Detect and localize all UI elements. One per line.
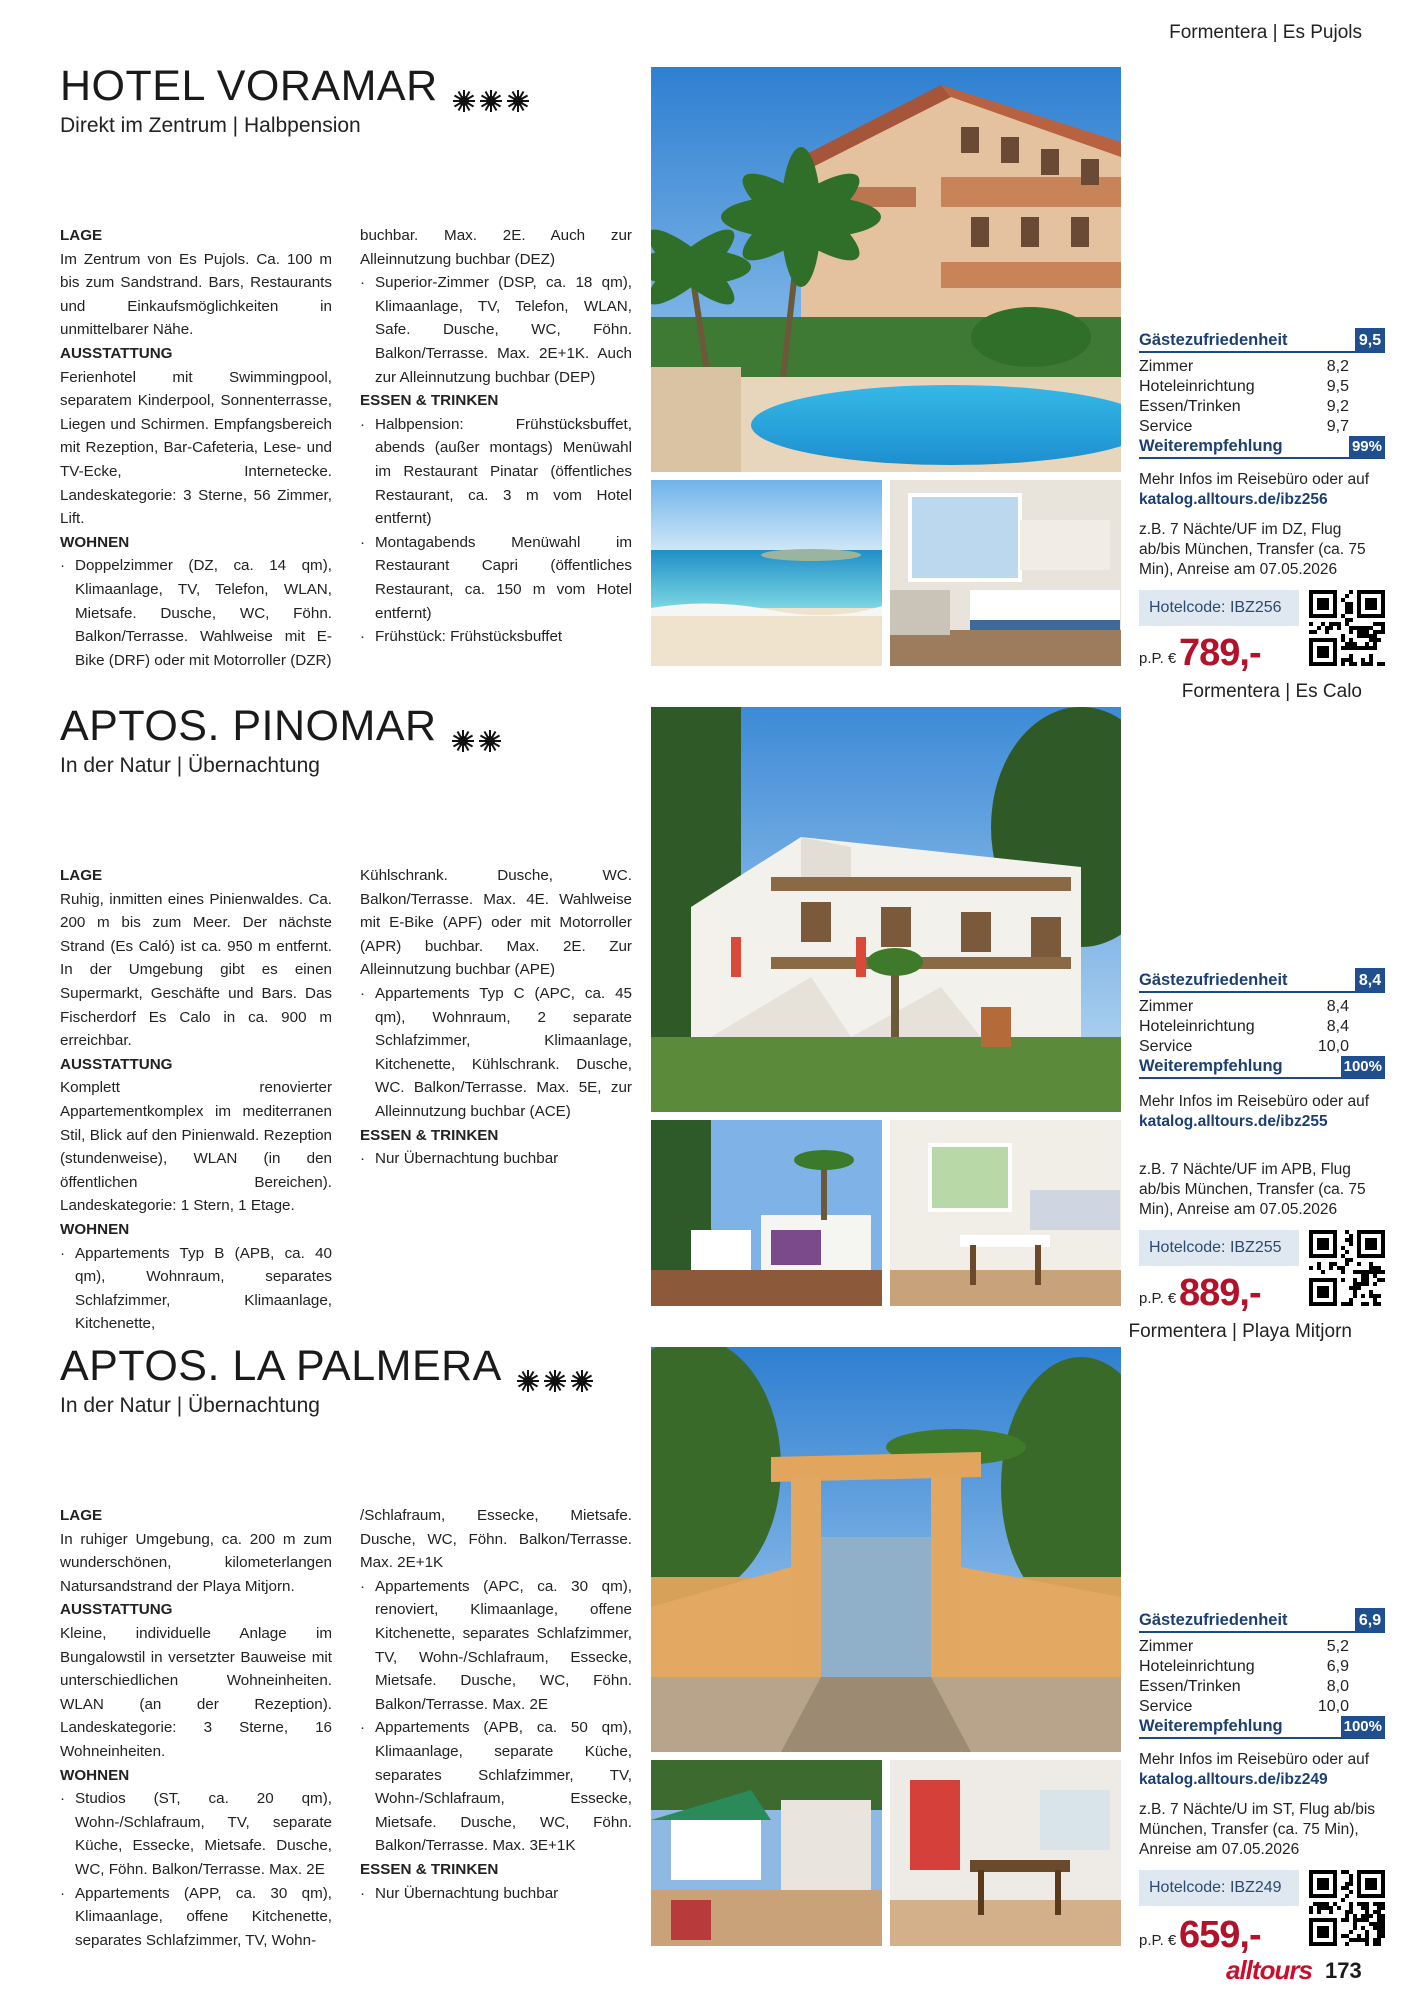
section-heading: WOHNEN [60, 1220, 130, 1238]
offer-text: z.B. 7 Nächte/U im ST, Flug ab/bis München, Transfer (ca. 75 Min), Anreise am 07.05.2026 [1139, 1801, 1376, 1858]
rating-label: Essen/Trinken [1139, 398, 1241, 415]
bullet-item [60, 1882, 332, 1953]
rating-value: 8,4 [1326, 1018, 1349, 1035]
bullet-item [360, 531, 632, 625]
rating-label: Zimmer [1139, 998, 1194, 1015]
rating-value: 6,9 [1326, 1658, 1349, 1675]
star-icon [479, 75, 503, 99]
more-info-link[interactable]: katalog.alltours.de/ibz255 [1139, 1113, 1328, 1130]
rating-row [1139, 418, 1349, 436]
rating-row [1139, 998, 1349, 1016]
rating-row [1139, 398, 1349, 416]
more-info-text: Mehr Infos im Reisebüro oder auf [1139, 1751, 1370, 1768]
rating-label: Zimmer [1139, 358, 1194, 375]
section-heading: WOHNEN [60, 1766, 130, 1784]
paragraph: Komplett renovierter Appartementkomplex im mediterranen Stil, Blick auf den Pinienwald. Rezeption (stundenweise), WLAN (in den öffentlichen Bereichen). Landeskategorie: 1 Stern, 1 Etage. [60, 1079, 332, 1215]
bullet-item [60, 1787, 332, 1881]
description-column-2 [360, 224, 632, 649]
info-sidebar [1139, 1280, 1385, 1956]
hotel-photo-main [651, 707, 1121, 1112]
hotel-section-voramar [0, 0, 1414, 674]
living-room-photo [890, 1120, 1121, 1306]
description-column-1 [60, 1504, 332, 1952]
bullet-text: Appartements Typ C (APC, ca. 45 qm), Wohnraum, 2 separate Schlafzimmer, Klimaanlage, Kitchenette, Kühlschrank. Dusche, WC. Balkon/Terrasse. Max. 5E, zur Alleinnutzung buchbar (ACE) [375, 984, 632, 1120]
description-column-1 [60, 224, 332, 672]
star-rating [452, 75, 530, 99]
offer-text: z.B. 7 Nächte/UF im APB, Flug ab/bis München, Transfer (ca. 75 Min), Anreise am 07.05.2026 [1139, 1161, 1366, 1218]
more-info [1139, 1092, 1385, 1132]
hotel-subtitle: In der Natur | Übernachtung [60, 1394, 320, 1417]
bullet-text: Halbpension: Frühstücksbuffet, abends (außer montags) Menüwahl im Restaurant Pinatar (öffentliches Restaurant, ca. 3 m vom Hotel entfernt) [375, 415, 632, 528]
rating-label: Service [1139, 1698, 1193, 1715]
page-number: 173 [1325, 1958, 1362, 1983]
rating-value: 5,2 [1326, 1638, 1349, 1655]
bullet-marker: · [360, 1884, 366, 1902]
section-heading: LAGE [60, 1507, 103, 1524]
bullet-text: Doppelzimmer (DZ, ca. 14 qm), Klimaanlage, TV, Telefon, WLAN, Mietsafe. Dusche, WC, Föhn. Balkon/Terrasse. Wahlweise mit E-Bike (DRF) oder mit Motorroller (DZR) [75, 557, 332, 669]
rating-label: Service [1139, 418, 1193, 435]
bullet-marker: · [60, 1884, 66, 1902]
location-line: Formentera | Playa Mitjorn [1128, 1321, 1352, 1342]
path-photo [651, 1760, 882, 1946]
rating-score-badge: 8,4 [1355, 968, 1385, 993]
paragraph: In ruhiger Umgebung, ca. 200 m zum wunderschönen, kilometerlangen Natursandstrand der Playa Mitjorn. [60, 1530, 332, 1595]
hotel-title [60, 62, 530, 111]
rating-value: 8,0 [1326, 1678, 1349, 1695]
rating-label: Service [1139, 1038, 1193, 1055]
bullet-marker: · [360, 1577, 366, 1595]
hotel-subtitle: Direkt im Zentrum | Halbpension [60, 114, 361, 137]
bullet-item [360, 1147, 632, 1171]
description-column-1 [60, 864, 332, 1336]
hotel-title [60, 702, 502, 751]
qr-code-icon[interactable] [1309, 1870, 1385, 1946]
rating-label: Hoteleinrichtung [1139, 1658, 1255, 1675]
paragraph: Ruhig, inmitten eines Pinienwaldes. Ca. 200 m bis zum Meer. Der nächste Strand (Es Caló) ist ca. 950 m entfernt. In der Umgebung gibt es einen Supermarkt, Geschäfte und Bars. Das Fischerdorf Es Calo in ca. 900 m erreichbar. [60, 890, 332, 1050]
rating-row [1139, 378, 1349, 396]
recommendation-badge: 99% [1349, 436, 1385, 458]
bullet-item [360, 982, 632, 1124]
info-sidebar [1139, 0, 1385, 674]
bullet-marker: · [60, 1790, 66, 1808]
paragraph: Kühlschrank. Dusche, WC. Balkon/Terrasse. Max. 4E. Wahlweise mit E-Bike (APF) oder mit Motorroller (APR) buchbar. Max. 2E. Zur Alleinnutzung buchbar (APE) [360, 867, 632, 979]
more-info-text: Mehr Infos im Reisebüro oder auf [1139, 471, 1370, 488]
rating-row [1139, 358, 1349, 376]
rating-label: Hoteleinrichtung [1139, 1018, 1255, 1035]
more-info-text: Mehr Infos im Reisebüro oder auf [1139, 1093, 1370, 1110]
beach-photo [651, 480, 882, 666]
rating-score-badge: 6,9 [1355, 1608, 1385, 1633]
rating-label: Hoteleinrichtung [1139, 378, 1255, 395]
price-label: p.P. € [1139, 1290, 1177, 1307]
description-column-2 [360, 864, 632, 1171]
bullet-marker: · [360, 415, 366, 433]
price-label: p.P. € [1139, 1932, 1177, 1949]
price: 789,- [1179, 632, 1261, 674]
bullet-text: Appartements (APP, ca. 30 qm), Klimaanlage, offene Kitchenette, separates Schlafzimmer, TV, Wohn- [75, 1884, 332, 1949]
entrance-photo [651, 1120, 882, 1306]
star-icon [543, 1355, 567, 1379]
star-icon [451, 715, 475, 739]
bullet-marker: · [360, 274, 366, 292]
rating-header [1139, 329, 1385, 353]
bullet-marker: · [360, 1150, 366, 1168]
rating-value: 9,2 [1326, 398, 1349, 415]
location-line: Formentera | Es Calo [1181, 681, 1362, 702]
hotel-section-la-palmera [0, 1280, 1414, 1956]
rating-score-badge: 9,5 [1355, 328, 1385, 353]
paragraph: Im Zentrum von Es Pujols. Ca. 100 m bis zum Sandstrand. Bars, Restaurants und Einkaufsmöglichkeiten in unmittelbarer Nähe. [60, 250, 332, 339]
more-info [1139, 1750, 1385, 1790]
rating-title: Gästezufriedenheit [1139, 971, 1288, 989]
dining-room-photo [890, 1760, 1121, 1946]
rating-row [1139, 1638, 1349, 1656]
rating-value: 8,4 [1326, 998, 1349, 1015]
star-rating [451, 715, 502, 739]
location-line: Formentera | Es Pujols [1169, 22, 1362, 43]
hotel-code: Hotelcode: IBZ249 [1139, 1870, 1299, 1906]
bullet-marker: · [60, 557, 66, 575]
rating-header [1139, 1609, 1385, 1633]
more-info-link[interactable]: katalog.alltours.de/ibz256 [1139, 491, 1328, 508]
hotel-name: APTOS. PINOMAR [60, 702, 437, 750]
bullet-marker: · [360, 984, 366, 1002]
recommendation-label: Weiterempfehlung [1139, 1717, 1283, 1735]
paragraph: Ferienhotel mit Swimmingpool, separatem Kinderpool, Sonnenterrasse, Liegen und Schirmen. Empfangsbereich mit Rezeption, Bar-Cafeteria, Lese- und TV-Ecke, Internetecke. Landeskategorie: 3 Sterne, 56 Zimmer, Lift. [60, 368, 332, 528]
rating-value: 8,2 [1326, 358, 1349, 375]
bullet-text: Montagabends Menüwahl im Restaurant Capri (öffentliches Restaurant, ca. 150 m vom Hotel entfernt) [375, 533, 632, 622]
section-heading: WOHNEN [60, 533, 130, 551]
bullet-text: Nur Übernachtung buchbar [375, 1884, 559, 1902]
recommendation-row [1139, 1716, 1385, 1739]
bullet-text: Appartements Typ B (APB, ca. 40 qm), Wohnraum, separates Schlafzimmer, Klimaanlage, Kitchenette, [75, 1244, 332, 1333]
section-heading: ESSEN & TRINKEN [360, 1860, 499, 1878]
rating-title: Gästezufriedenheit [1139, 1611, 1288, 1629]
bullet-text: Nur Übernachtung buchbar [375, 1150, 559, 1168]
hotel-name: HOTEL VORAMAR [60, 62, 438, 110]
more-info-link[interactable]: katalog.alltours.de/ibz249 [1139, 1771, 1328, 1788]
bullet-item [360, 413, 632, 531]
hotel-code: Hotelcode: IBZ255 [1139, 1230, 1299, 1266]
rating-title: Gästezufriedenheit [1139, 331, 1288, 349]
offer-text: z.B. 7 Nächte/UF im DZ, Flug ab/bis München, Transfer (ca. 75 Min), Anreise am 07.05.2026 [1139, 521, 1366, 578]
room-photo [890, 480, 1121, 666]
rating-row [1139, 1698, 1349, 1716]
bullet-marker: · [360, 533, 366, 551]
star-icon [516, 1355, 540, 1379]
more-info [1139, 470, 1385, 510]
description-column-2 [360, 1504, 632, 1905]
section-heading: AUSSTATTUNG [60, 1601, 173, 1619]
hotel-title [60, 1342, 594, 1391]
recommendation-badge: 100% [1341, 1056, 1385, 1078]
price-label: p.P. € [1139, 650, 1177, 667]
bullet-text: Studios (ST, ca. 20 qm), Wohn-/Schlafraum, TV, separate Küche, Essecke, Mietsafe. Dusche, WC, Föhn. Balkon/Terrasse. Max. 2E [75, 1790, 332, 1878]
bullet-marker: · [60, 1244, 66, 1262]
star-icon [452, 75, 476, 99]
star-icon [478, 715, 502, 739]
section-heading: ESSEN & TRINKEN [360, 392, 499, 410]
bullet-text: Appartements (APC, ca. 30 qm), renoviert, Klimaanlage, offene Kitchenette, separates Schlafzimmer, TV, Wohn-/Schlafraum, Essecke, Mietsafe. Dusche, WC, Föhn. Balkon/Terrasse. Max. 2E [375, 1577, 632, 1713]
bullet-marker: · [360, 628, 366, 646]
bullet-item [360, 271, 632, 389]
bullet-item [360, 1882, 632, 1906]
star-icon [570, 1355, 594, 1379]
bullet-text: Appartements (APB, ca. 50 qm), Klimaanlage, separate Küche, separates Schlafzimmer, TV, Wohn-/Schlafraum, Essecke, Mietsafe. Dusche, WC, Föhn. Balkon/Terrasse. Max. 3E+1K [375, 1719, 632, 1855]
rating-row [1139, 1678, 1349, 1696]
info-sidebar [1139, 640, 1385, 1314]
rating-value: 9,7 [1326, 418, 1349, 435]
section-heading: AUSSTATTUNG [60, 344, 173, 362]
recommendation-label: Weiterempfehlung [1139, 437, 1283, 455]
hotel-photo-main [651, 1347, 1121, 1752]
price: 659,- [1179, 1914, 1261, 1956]
rating-value: 10,0 [1317, 1038, 1349, 1055]
section-heading: ESSEN & TRINKEN [360, 1126, 499, 1144]
rating-label: Zimmer [1139, 1638, 1194, 1655]
bullet-item [360, 1716, 632, 1858]
star-rating [516, 1355, 594, 1379]
rating-value: 9,5 [1326, 378, 1349, 395]
brand-logo: alltours [1226, 1955, 1312, 1985]
rating-header [1139, 969, 1385, 993]
bullet-item [360, 1575, 632, 1717]
bullet-text: Superior-Zimmer (DSP, ca. 18 qm), Klimaanlage, TV, Telefon, WLAN, Safe. Dusche, WC, Föhn. Balkon/Terrasse. Max. 2E+1K. Auch zur Alleinnutzung buchbar (DEP) [375, 274, 632, 386]
rating-label: Essen/Trinken [1139, 1678, 1241, 1695]
recommendation-badge: 100% [1341, 1716, 1385, 1738]
section-heading: LAGE [60, 867, 103, 884]
paragraph: buchbar. Max. 2E. Auch zur Alleinnutzung buchbar (DEZ) [360, 227, 632, 268]
rating-row [1139, 1018, 1349, 1036]
recommendation-row [1139, 1056, 1385, 1079]
rating-row [1139, 1038, 1349, 1056]
recommendation-label: Weiterempfehlung [1139, 1057, 1283, 1075]
price: 889,- [1179, 1272, 1261, 1314]
bullet-marker: · [360, 1719, 366, 1737]
rating-value: 10,0 [1317, 1698, 1349, 1715]
hotel-code: Hotelcode: IBZ256 [1139, 590, 1299, 626]
hotel-name: APTOS. LA PALMERA [60, 1342, 502, 1390]
paragraph: /Schlafraum, Essecke, Mietsafe. Dusche, WC, Föhn. Balkon/Terrasse. Max. 2E+1K [360, 1507, 632, 1572]
paragraph: Kleine, individuelle Anlage im Bungalowstil in versetzter Bauweise mit unterschiedlichen Wohneinheiten. WLAN (an der Rezeption). Landeskategorie: 3 Sterne, 16 Wohneinheiten. [60, 1624, 332, 1760]
rating-row [1139, 1658, 1349, 1676]
hotel-photo-main [651, 67, 1121, 472]
star-icon [506, 75, 530, 99]
hotel-subtitle: In der Natur | Übernachtung [60, 754, 320, 777]
recommendation-row [1139, 436, 1385, 459]
section-heading: LAGE [60, 227, 103, 244]
section-heading: AUSSTATTUNG [60, 1055, 173, 1073]
bullet-text: Frühstück: Frühstücksbuffet [375, 628, 563, 646]
